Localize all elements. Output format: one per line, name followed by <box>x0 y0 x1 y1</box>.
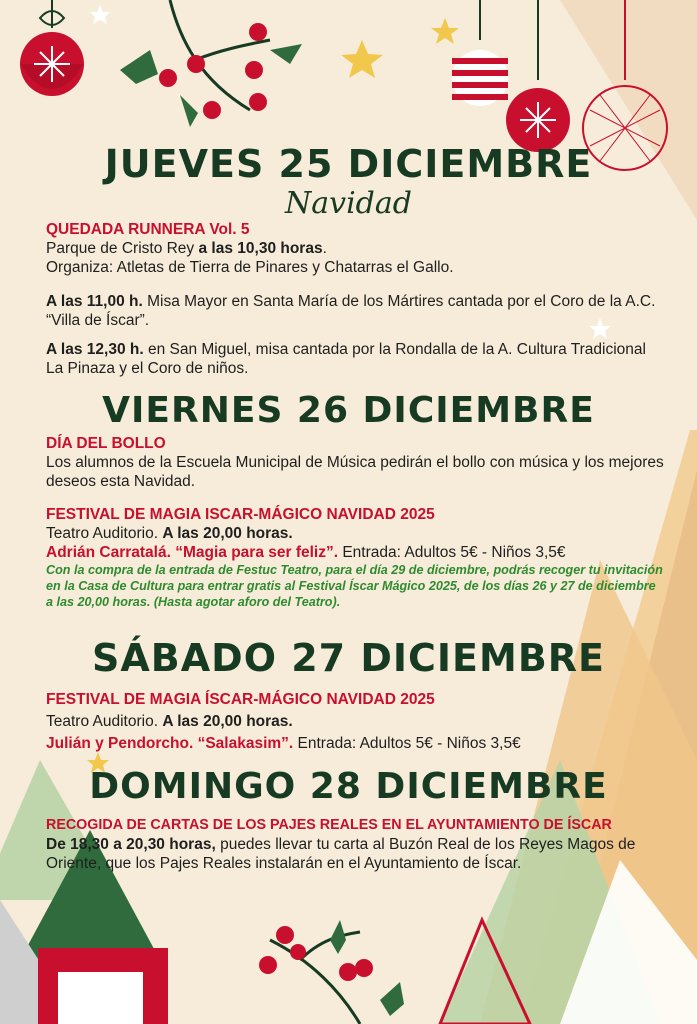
event-heading: FESTIVAL DE MAGIA ISCAR-MÁGICO NAVIDAD 2025 <box>46 506 435 523</box>
event-organizer: Organiza: Atletas de Tierra de Pinares y Chatarras el Gallo. <box>46 259 454 276</box>
event-misa-san-miguel <box>46 340 666 378</box>
event-time: A las 20,00 horas. <box>162 525 293 542</box>
event-punct: . <box>322 240 327 257</box>
event-time: a las 10,30 horas <box>198 240 323 257</box>
event-text: Misa Mayor en Santa María de los Mártires cantada por el Coro de la A.C. “Villa de Íscar”. <box>46 293 656 329</box>
event-heading: DÍA DEL BOLLO <box>46 435 166 452</box>
event-show-line <box>46 543 666 562</box>
event-entry: Entrada: Adultos 5€ - Niños 3,5€ <box>338 544 566 561</box>
event-show-line <box>46 734 666 753</box>
day-title-sabado: SÁBADO 27 DICIEMBRE <box>92 636 605 680</box>
event-venue: Teatro Auditorio. <box>46 713 163 730</box>
event-artist: Julián y Pendorcho. “Salakasim”. <box>46 735 294 752</box>
event-text: Los alumnos de la Escuela Municipal de Música pedirán el bollo con música y los mejores deseos esta Navidad. <box>46 454 664 490</box>
event-location <box>46 239 666 258</box>
day-title-jueves: JUEVES 25 DICIEMBRE <box>104 142 593 186</box>
day-title-domingo: DOMINGO 28 DICIEMBRE <box>89 766 608 807</box>
event-text: puedes llevar tu carta al Buzón Real de los Reyes Magos de Oriente, que los Pajes Reales instalarán en el Ayuntamiento de Íscar. <box>46 836 636 872</box>
event-quedada-runnera <box>46 220 666 277</box>
event-heading: FESTIVAL DE MAGIA ÍSCAR-MÁGICO NAVIDAD 2025 <box>46 691 435 708</box>
event-time: A las 11,00 h. <box>46 293 143 310</box>
event-venue-line <box>46 524 666 543</box>
event-festival-magia-sabado <box>46 690 666 753</box>
event-heading: RECOGIDA DE CARTAS DE LOS PAJES REALES EN EL AYUNTAMIENTO DE ÍSCAR <box>46 817 612 833</box>
event-time: De 18,30 a 20,30 horas, <box>46 836 216 853</box>
event-recogida-cartas <box>46 816 661 873</box>
event-artist: Adrián Carratalá. “Magia para ser feliz”. <box>46 544 339 561</box>
event-heading: QUEDADA RUNNERA Vol. 5 <box>46 221 250 238</box>
event-text: en San Miguel, misa cantada por la Rondalla de la A. Cultura Tradicional La Pinaza y el Coro de niños. <box>46 341 646 377</box>
event-note: Con la compra de la entrada de Festuc Teatro, para el día 29 de diciembre, podrás recoger tu invitación en la Casa de Cultura para entrar gratis al Festival Íscar Mágico 2025, de los días 26 y 27 de diciembre a las 20,00 horas. (Hasta agotar aforo del Teatro). <box>46 563 663 609</box>
day-title-viernes: VIERNES 26 DICIEMBRE <box>102 390 595 431</box>
event-venue: Teatro Auditorio. <box>46 525 163 542</box>
event-festival-magia-viernes <box>46 505 666 610</box>
event-misa-mayor <box>46 292 666 330</box>
event-entry: Entrada: Adultos 5€ - Niños 3,5€ <box>293 735 521 752</box>
event-text-line <box>46 835 661 873</box>
event-dia-del-bollo <box>46 434 666 491</box>
day-subtitle-navidad: Navidad <box>285 186 412 221</box>
event-time: A las 20,00 horas. <box>162 713 293 730</box>
event-time: A las 12,30 h. <box>46 341 144 358</box>
event-place: Parque de Cristo Rey <box>46 240 199 257</box>
event-venue-line <box>46 712 666 731</box>
